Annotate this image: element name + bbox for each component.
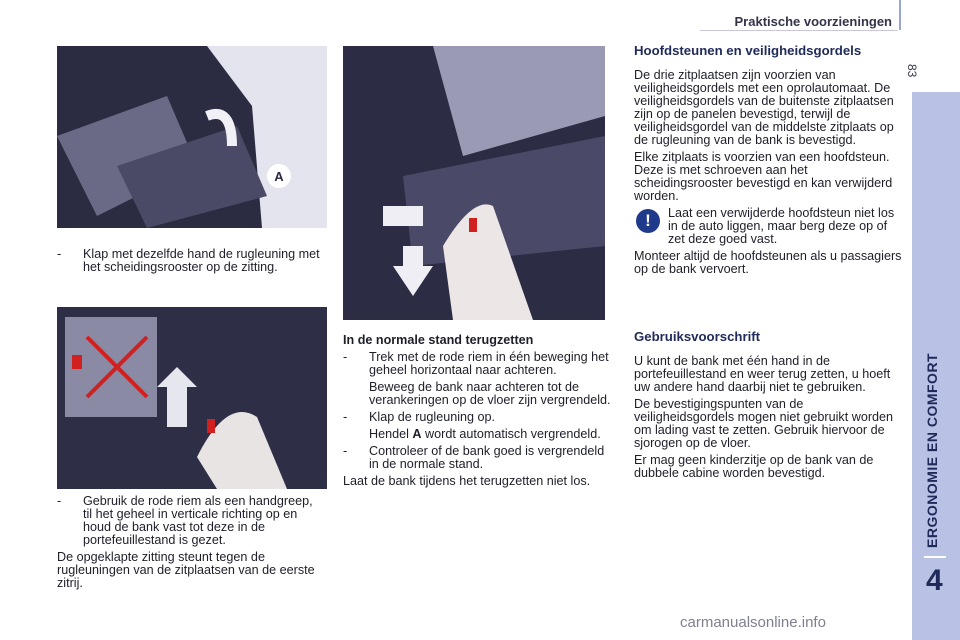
watermark: carmanualsonline.info [680,614,826,631]
normal-position-heading: In de normale stand terugzetten [343,333,534,347]
seat-return-illustration [343,46,605,320]
section-header: Praktische voorzieningen [734,14,892,29]
strap-lift-photo [57,307,327,489]
chapter-number: 4 [926,564,943,597]
header-tick [899,0,901,30]
headrest-advice: Monteer altijd de hoofdsteunen als u passagiers op de bank vervoert. [634,249,902,276]
left-step-2: - Gebruik de rode riem als een handgreep, til het geheel in verticale richting op en houd de bank vast tot deze in de portefeuillestand is gezet. De opgeklapte zitting steunt tegen de rugleuningen van de zitplaatsen van de eerste zitrij. [57,495,325,594]
seat-return-photo [343,46,605,320]
strap-lift-illustration [57,307,327,489]
middle-note: Laat de bank tijdens het terugzetten niet los. [343,474,591,488]
callout-label-a: A [274,169,284,184]
middle-step-1-cont: Beweeg de bank naar achteren tot de verankeringen op de vloer zijn vergrendeld. [369,380,611,407]
warning-box: ! Laat een verwijderde hoofdsteun niet los in de auto liggen, maar berg deze op of zet deze goed vast. [634,207,904,246]
left-step-1: - Klap met dezelfde hand de rugleuning met het scheidingsrooster op de zitting. [57,247,320,274]
seat-fold-photo [57,46,327,228]
headrest-paragraph: Elke zitplaats is voorzien van een hoofdsteun. Deze is met schroeven aan het scheidingsrooster bevestigd en kan verwijderd worden. [634,150,893,203]
header-rule [700,30,898,31]
middle-step-2-cont: Hendel A wordt automatisch vergrendeld. [369,427,601,441]
belts-paragraph: De drie zitplaatsen zijn voorzien van veiligheidsgordels met een oprolautomaat. De veiligheidsgordels van de buitenste zitplaatsen zijn op de panelen bevestigd, terwijl de veiligheidsgordel van de middelste zitplaats op de rugleuning van de bank is bevestigd. [634,68,894,147]
middle-column: In de normale stand terugzetten - Trek met de rode riem in één beweging het geheel horizontaal naar achteren. Beweeg de bank naar achteren tot de verankeringen op de vloer zijn vergrendeld. - Klap de rugleuning op. Hendel A wordt automatisch vergrendeld. - Controleer of de bank goed is vergrendeld in de normale stand. Laat de bank tijdens het terugzetten niet los. [343,334,613,492]
usage-heading: Gebruiksvoorschrift [634,329,761,344]
seat-fold-illustration [57,46,327,228]
usage-paragraph-2: De bevestigingspunten van de veiligheidsgordels mogen niet gebruikt worden om lading vast te zetten. Gebruik hiervoor de sjorogen op de vloer. [634,397,894,450]
usage-paragraph-3: Er mag geen kinderzitje op de bank van de dubbele cabine worden bevestigd. [634,453,874,480]
right-column [634,44,904,484]
page-number: 83 [905,64,919,78]
headrests-heading: Hoofdsteunen en veiligheidsgordels [634,43,862,58]
usage-paragraph-1: U kunt de bank met één hand in de portefeuillestand en weer terug zetten, u hoeft uw andere hand daarbij niet te gebruiken. [634,354,891,394]
warning-icon: ! [636,209,660,233]
chapter-rule [924,556,946,558]
left-note: De opgeklapte zitting steunt tegen de rugleuningen van de zitplaatsen van de eerste zitrij. [57,550,315,590]
